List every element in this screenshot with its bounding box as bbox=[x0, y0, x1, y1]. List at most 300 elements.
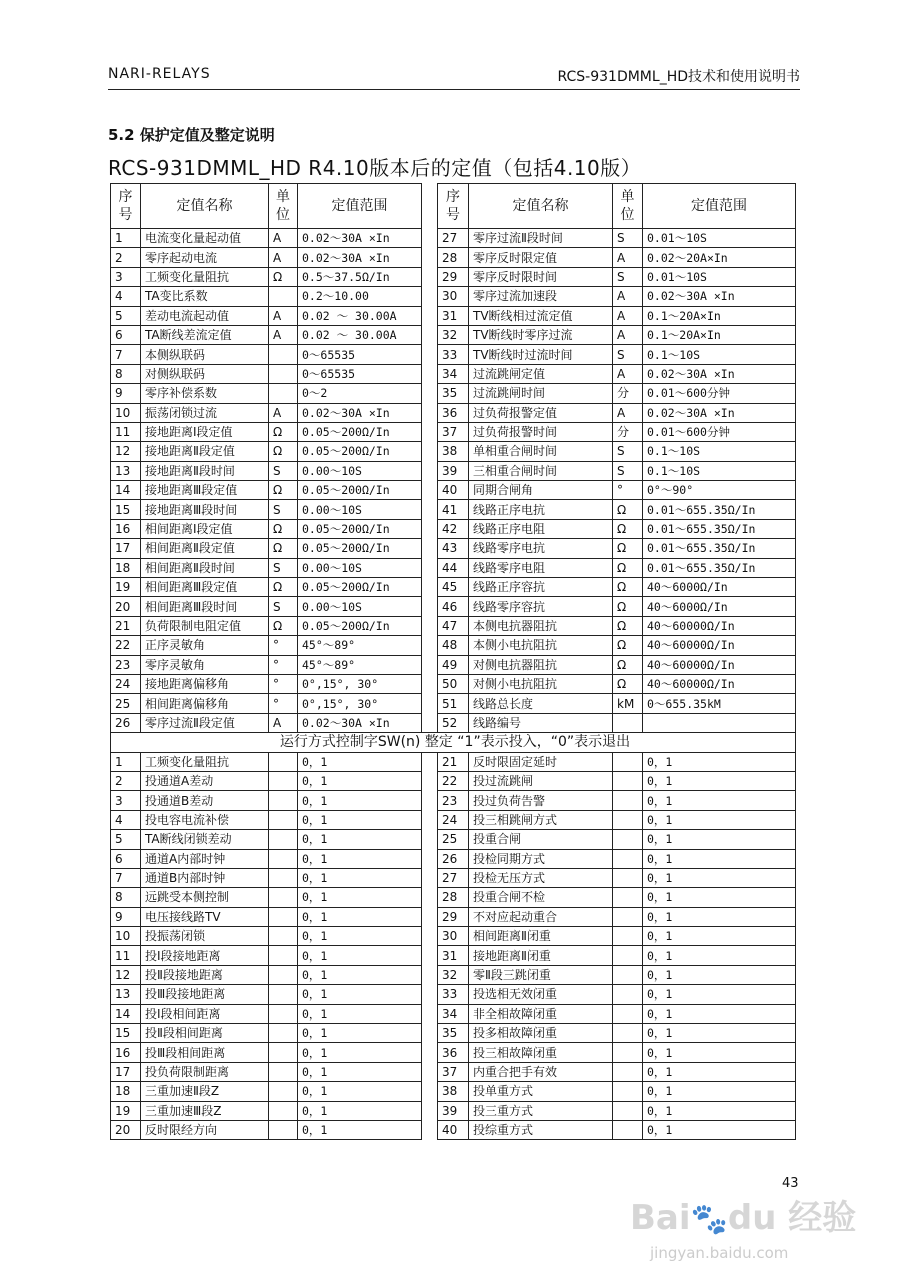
setting-range: 0～655.35kM bbox=[643, 694, 796, 713]
setting-name: 投多相故障闭重 bbox=[469, 1024, 613, 1043]
setting-range: 0，1 bbox=[643, 830, 796, 849]
table-row bbox=[111, 791, 796, 810]
column-gap bbox=[422, 849, 438, 868]
setting-name: 零序反时限时间 bbox=[469, 267, 613, 286]
column-gap bbox=[422, 481, 438, 500]
row-number: 15 bbox=[111, 1024, 141, 1043]
setting-unit bbox=[269, 810, 298, 829]
setting-name: 投检无压方式 bbox=[469, 868, 613, 887]
row-number: 30 bbox=[438, 927, 469, 946]
row-number: 12 bbox=[111, 442, 141, 461]
setting-unit bbox=[269, 752, 298, 771]
table-row bbox=[111, 287, 796, 306]
setting-name: 电流变化量起动值 bbox=[141, 229, 269, 248]
setting-range: 0，1 bbox=[298, 965, 422, 984]
setting-unit: 分 bbox=[613, 422, 643, 441]
row-number: 26 bbox=[111, 713, 141, 732]
table-row bbox=[111, 384, 796, 403]
setting-unit bbox=[269, 345, 298, 364]
setting-name: 接地距离Ⅲ段时间 bbox=[141, 500, 269, 519]
setting-range: 0.01～655.35Ω/In bbox=[643, 519, 796, 538]
row-number: 19 bbox=[111, 1101, 141, 1120]
setting-unit bbox=[613, 868, 643, 887]
table-row bbox=[111, 461, 796, 480]
setting-name: 投三相故障闭重 bbox=[469, 1043, 613, 1062]
row-number: 5 bbox=[111, 306, 141, 325]
setting-name: TA断线闭锁差动 bbox=[141, 830, 269, 849]
setting-name: 零序起动电流 bbox=[141, 248, 269, 267]
setting-unit: ° bbox=[269, 674, 298, 693]
setting-range: 40～6000Ω/In bbox=[643, 597, 796, 616]
setting-unit bbox=[613, 985, 643, 1004]
table-row bbox=[111, 248, 796, 267]
setting-unit bbox=[269, 985, 298, 1004]
setting-unit bbox=[613, 1024, 643, 1043]
setting-range: 0.02～30A ×In bbox=[298, 403, 422, 422]
column-gap bbox=[422, 403, 438, 422]
column-gap bbox=[422, 868, 438, 887]
row-number: 12 bbox=[111, 965, 141, 984]
column-gap bbox=[422, 636, 438, 655]
setting-name: 三重加速Ⅲ段Z bbox=[141, 1101, 269, 1120]
row-number: 13 bbox=[111, 461, 141, 480]
row-number: 14 bbox=[111, 1004, 141, 1023]
setting-range: 0，1 bbox=[298, 771, 422, 790]
row-number: 27 bbox=[438, 229, 469, 248]
setting-unit bbox=[613, 713, 643, 732]
setting-name: 电压接线路TV bbox=[141, 907, 269, 926]
column-gap bbox=[422, 1101, 438, 1120]
row-number: 38 bbox=[438, 442, 469, 461]
table-row bbox=[111, 985, 796, 1004]
setting-range: 0.01～655.35Ω/In bbox=[643, 500, 796, 519]
column-gap bbox=[422, 519, 438, 538]
row-number: 36 bbox=[438, 1043, 469, 1062]
setting-unit: Ω bbox=[613, 616, 643, 635]
column-gap bbox=[422, 267, 438, 286]
row-number: 16 bbox=[111, 519, 141, 538]
row-number: 26 bbox=[438, 849, 469, 868]
column-gap bbox=[422, 442, 438, 461]
setting-unit bbox=[613, 849, 643, 868]
setting-range: 0，1 bbox=[298, 1101, 422, 1120]
row-number: 33 bbox=[438, 985, 469, 1004]
setting-name: 线路正序容抗 bbox=[469, 578, 613, 597]
row-number: 30 bbox=[438, 287, 469, 306]
setting-range: 0，1 bbox=[298, 1062, 422, 1081]
setting-range: 0，1 bbox=[643, 1062, 796, 1081]
setting-unit bbox=[269, 849, 298, 868]
row-number: 4 bbox=[111, 287, 141, 306]
table-row bbox=[111, 1120, 796, 1139]
sw-section-header bbox=[111, 733, 796, 752]
row-number: 15 bbox=[111, 500, 141, 519]
column-gap bbox=[422, 965, 438, 984]
row-number: 9 bbox=[111, 907, 141, 926]
setting-name: 正序灵敏角 bbox=[141, 636, 269, 655]
setting-range: 0，1 bbox=[643, 868, 796, 887]
setting-unit: S bbox=[269, 597, 298, 616]
row-number: 37 bbox=[438, 422, 469, 441]
column-gap bbox=[422, 674, 438, 693]
table-row bbox=[111, 1004, 796, 1023]
row-number: 5 bbox=[111, 830, 141, 849]
row-number: 18 bbox=[111, 558, 141, 577]
column-gap bbox=[422, 752, 438, 771]
row-number: 16 bbox=[111, 1043, 141, 1062]
table-row bbox=[111, 1024, 796, 1043]
table-row bbox=[111, 558, 796, 577]
column-gap bbox=[422, 558, 438, 577]
setting-range: 40～60000Ω/In bbox=[643, 674, 796, 693]
row-number: 4 bbox=[111, 810, 141, 829]
setting-name: 线路总长度 bbox=[469, 694, 613, 713]
setting-range: 0.01～10S bbox=[643, 267, 796, 286]
setting-range: 0.02～20A×In bbox=[643, 248, 796, 267]
setting-range: 0，1 bbox=[298, 868, 422, 887]
setting-name: 投电容电流补偿 bbox=[141, 810, 269, 829]
page-number: 43 bbox=[782, 1176, 799, 1191]
column-gap bbox=[422, 248, 438, 267]
table-row bbox=[111, 306, 796, 325]
setting-name: 线路零序电阻 bbox=[469, 558, 613, 577]
column-header: 定值名称 bbox=[141, 184, 269, 229]
setting-unit: S bbox=[613, 461, 643, 480]
column-gap bbox=[422, 306, 438, 325]
setting-unit bbox=[269, 1024, 298, 1043]
setting-name: 投振荡闭锁 bbox=[141, 927, 269, 946]
setting-range: 0.02～30A ×In bbox=[643, 403, 796, 422]
column-gap bbox=[422, 616, 438, 635]
setting-unit: S bbox=[613, 345, 643, 364]
setting-range: 0.05～200Ω/In bbox=[298, 578, 422, 597]
setting-unit: kM bbox=[613, 694, 643, 713]
setting-name: 通道B内部时钟 bbox=[141, 868, 269, 887]
setting-name: 零序补偿系数 bbox=[141, 384, 269, 403]
setting-name: 相间距离Ⅰ段定值 bbox=[141, 519, 269, 538]
setting-range: 0，1 bbox=[643, 985, 796, 1004]
row-number: 49 bbox=[438, 655, 469, 674]
setting-range: 0.05～200Ω/In bbox=[298, 481, 422, 500]
setting-name: TV断线相过流定值 bbox=[469, 306, 613, 325]
row-number: 32 bbox=[438, 965, 469, 984]
setting-unit bbox=[613, 1043, 643, 1062]
row-number: 24 bbox=[111, 674, 141, 693]
setting-unit: Ω bbox=[269, 578, 298, 597]
column-gap bbox=[422, 597, 438, 616]
setting-name: 接地距离Ⅱ闭重 bbox=[469, 946, 613, 965]
table-row bbox=[111, 267, 796, 286]
setting-range: 0，1 bbox=[643, 849, 796, 868]
row-number: 23 bbox=[111, 655, 141, 674]
column-gap bbox=[422, 364, 438, 383]
table-row bbox=[111, 927, 796, 946]
setting-range: 0，1 bbox=[298, 1120, 422, 1139]
setting-unit: A bbox=[613, 306, 643, 325]
setting-range: 0.02～30A ×In bbox=[643, 287, 796, 306]
column-gap bbox=[422, 539, 438, 558]
setting-range: 40～6000Ω/In bbox=[643, 578, 796, 597]
setting-unit: A bbox=[269, 306, 298, 325]
setting-name: 相间距离Ⅱ段时间 bbox=[141, 558, 269, 577]
table-row bbox=[111, 694, 796, 713]
setting-range: 0.01～600分钟 bbox=[643, 384, 796, 403]
setting-unit: ° bbox=[269, 655, 298, 674]
setting-name: 内重合把手有效 bbox=[469, 1062, 613, 1081]
setting-range: 0，1 bbox=[643, 1082, 796, 1101]
setting-range: 0，1 bbox=[643, 907, 796, 926]
setting-range: 0.02 ～ 30.00A bbox=[298, 325, 422, 344]
setting-unit: Ω bbox=[269, 519, 298, 538]
setting-unit: Ω bbox=[613, 558, 643, 577]
setting-unit bbox=[613, 830, 643, 849]
setting-unit bbox=[613, 965, 643, 984]
setting-range: 0，1 bbox=[298, 1004, 422, 1023]
setting-unit: ° bbox=[269, 636, 298, 655]
row-number: 45 bbox=[438, 578, 469, 597]
table-row bbox=[111, 519, 796, 538]
setting-range: 0°,15°, 30° bbox=[298, 694, 422, 713]
row-number: 8 bbox=[111, 888, 141, 907]
setting-name: 振荡闭锁过流 bbox=[141, 403, 269, 422]
setting-name: 工频变化量阻抗 bbox=[141, 267, 269, 286]
row-number: 40 bbox=[438, 481, 469, 500]
table-row bbox=[111, 888, 796, 907]
setting-range: 0，1 bbox=[643, 1101, 796, 1120]
setting-unit: Ω bbox=[613, 655, 643, 674]
setting-range: 0，1 bbox=[298, 907, 422, 926]
setting-range: 0，1 bbox=[643, 810, 796, 829]
setting-unit bbox=[613, 810, 643, 829]
setting-range: 0，1 bbox=[298, 1043, 422, 1062]
row-number: 18 bbox=[111, 1082, 141, 1101]
column-gap bbox=[422, 1062, 438, 1081]
row-number: 34 bbox=[438, 364, 469, 383]
setting-name: 投三重方式 bbox=[469, 1101, 613, 1120]
setting-range: 45°～89° bbox=[298, 636, 422, 655]
column-gap bbox=[422, 325, 438, 344]
table-row bbox=[111, 810, 796, 829]
setting-name: 投Ⅲ段相间距离 bbox=[141, 1043, 269, 1062]
setting-range: 0.02 ～ 30.00A bbox=[298, 306, 422, 325]
setting-range: 0°～90° bbox=[643, 481, 796, 500]
setting-name: 非全相故障闭重 bbox=[469, 1004, 613, 1023]
setting-range: 0.5～37.5Ω/In bbox=[298, 267, 422, 286]
setting-range: 0.01～655.35Ω/In bbox=[643, 558, 796, 577]
column-header: 定值范围 bbox=[643, 184, 796, 229]
setting-range: 0，1 bbox=[298, 888, 422, 907]
setting-range: 0.05～200Ω/In bbox=[298, 616, 422, 635]
setting-unit: S bbox=[613, 267, 643, 286]
setting-name: 接地距离Ⅰ段定值 bbox=[141, 422, 269, 441]
setting-name: 投Ⅱ段接地距离 bbox=[141, 965, 269, 984]
setting-range: 0，1 bbox=[298, 791, 422, 810]
setting-unit bbox=[269, 830, 298, 849]
row-number: 22 bbox=[438, 771, 469, 790]
setting-range: 0，1 bbox=[298, 849, 422, 868]
table-row bbox=[111, 422, 796, 441]
setting-name: 零序过流Ⅱ段时间 bbox=[469, 229, 613, 248]
row-number: 21 bbox=[111, 616, 141, 635]
column-gap bbox=[422, 384, 438, 403]
table-row bbox=[111, 907, 796, 926]
setting-unit: A bbox=[613, 364, 643, 383]
setting-name: 对侧纵联码 bbox=[141, 364, 269, 383]
column-header: 序号 bbox=[111, 184, 141, 229]
setting-unit: A bbox=[613, 325, 643, 344]
setting-name: 投Ⅱ段相间距离 bbox=[141, 1024, 269, 1043]
column-gap bbox=[422, 830, 438, 849]
setting-name: 通道A内部时钟 bbox=[141, 849, 269, 868]
row-number: 13 bbox=[111, 985, 141, 1004]
header-company: NARI-RELAYS bbox=[108, 66, 211, 82]
setting-range: 0.02～30A ×In bbox=[298, 248, 422, 267]
table-row bbox=[111, 229, 796, 248]
row-number: 31 bbox=[438, 306, 469, 325]
setting-name: 线路零序容抗 bbox=[469, 597, 613, 616]
setting-name: 对侧电抗器阻抗 bbox=[469, 655, 613, 674]
setting-range: 0.00～10S bbox=[298, 558, 422, 577]
setting-unit: Ω bbox=[613, 578, 643, 597]
setting-unit: Ω bbox=[269, 422, 298, 441]
setting-name: 零序过流加速段 bbox=[469, 287, 613, 306]
row-number: 14 bbox=[111, 481, 141, 500]
table-row bbox=[111, 752, 796, 771]
row-number: 19 bbox=[111, 578, 141, 597]
row-number: 21 bbox=[438, 752, 469, 771]
setting-unit bbox=[269, 907, 298, 926]
setting-name: 投过负荷告警 bbox=[469, 791, 613, 810]
setting-name: 投通道A差动 bbox=[141, 771, 269, 790]
setting-unit: A bbox=[613, 248, 643, 267]
setting-unit: S bbox=[269, 558, 298, 577]
setting-unit bbox=[613, 752, 643, 771]
setting-name: 线路编号 bbox=[469, 713, 613, 732]
setting-name: 三相重合闸时间 bbox=[469, 461, 613, 480]
setting-name: 投过流跳闸 bbox=[469, 771, 613, 790]
setting-range: 40～60000Ω/In bbox=[643, 616, 796, 635]
row-number: 17 bbox=[111, 539, 141, 558]
setting-unit bbox=[269, 384, 298, 403]
setting-unit bbox=[269, 1082, 298, 1101]
column-gap bbox=[422, 1043, 438, 1062]
setting-name: 投负荷限制距离 bbox=[141, 1062, 269, 1081]
setting-unit bbox=[269, 927, 298, 946]
setting-name: 投选相无效闭重 bbox=[469, 985, 613, 1004]
setting-unit: Ω bbox=[613, 597, 643, 616]
setting-name: 相间距离Ⅱ段定值 bbox=[141, 539, 269, 558]
column-gap bbox=[422, 655, 438, 674]
setting-unit: A bbox=[269, 403, 298, 422]
setting-unit bbox=[269, 946, 298, 965]
row-number: 35 bbox=[438, 1024, 469, 1043]
setting-unit: S bbox=[613, 229, 643, 248]
setting-name: 相间距离Ⅲ段时间 bbox=[141, 597, 269, 616]
setting-range: 0，1 bbox=[643, 791, 796, 810]
setting-name: 投重合闸 bbox=[469, 830, 613, 849]
setting-unit: 分 bbox=[613, 384, 643, 403]
setting-unit: Ω bbox=[613, 539, 643, 558]
setting-unit bbox=[269, 364, 298, 383]
setting-range: 0°,15°, 30° bbox=[298, 674, 422, 693]
setting-unit bbox=[613, 771, 643, 790]
setting-name: 差动电流起动值 bbox=[141, 306, 269, 325]
setting-range: 0，1 bbox=[298, 830, 422, 849]
setting-range: 0，1 bbox=[643, 1043, 796, 1062]
row-number: 8 bbox=[111, 364, 141, 383]
setting-name: 本侧电抗器阻抗 bbox=[469, 616, 613, 635]
column-gap bbox=[422, 184, 438, 229]
column-header: 定值名称 bbox=[469, 184, 613, 229]
row-number: 6 bbox=[111, 325, 141, 344]
setting-unit bbox=[269, 965, 298, 984]
setting-name: 投单重方式 bbox=[469, 1082, 613, 1101]
row-number: 29 bbox=[438, 907, 469, 926]
sw-header-text: 运行方式控制字SW(n) 整定 “1”表示投入，“0”表示退出 bbox=[111, 733, 796, 752]
setting-range: 0.05～200Ω/In bbox=[298, 442, 422, 461]
table-row bbox=[111, 655, 796, 674]
setting-unit bbox=[269, 1101, 298, 1120]
settings-table bbox=[110, 183, 796, 1140]
setting-range: 0.05～200Ω/In bbox=[298, 539, 422, 558]
table-row bbox=[111, 616, 796, 635]
setting-range: 0.02～30A ×In bbox=[298, 713, 422, 732]
row-number: 24 bbox=[438, 810, 469, 829]
column-gap bbox=[422, 771, 438, 790]
table-row bbox=[111, 1101, 796, 1120]
column-gap bbox=[422, 422, 438, 441]
setting-name: 投综重方式 bbox=[469, 1120, 613, 1139]
setting-unit: Ω bbox=[613, 519, 643, 538]
row-number: 7 bbox=[111, 868, 141, 887]
setting-range: 0.00～10S bbox=[298, 597, 422, 616]
column-gap bbox=[422, 927, 438, 946]
setting-range: 0，1 bbox=[298, 946, 422, 965]
column-gap bbox=[422, 461, 438, 480]
row-number: 33 bbox=[438, 345, 469, 364]
setting-unit bbox=[269, 771, 298, 790]
setting-name: 反时限经方向 bbox=[141, 1120, 269, 1139]
setting-unit: A bbox=[269, 229, 298, 248]
setting-range: 0，1 bbox=[643, 888, 796, 907]
setting-range: 0.02～30A ×In bbox=[298, 229, 422, 248]
table-row bbox=[111, 597, 796, 616]
row-number: 2 bbox=[111, 771, 141, 790]
setting-unit: Ω bbox=[613, 636, 643, 655]
setting-range: 0，1 bbox=[298, 927, 422, 946]
table-row bbox=[111, 946, 796, 965]
row-number: 11 bbox=[111, 422, 141, 441]
setting-name: 接地距离Ⅱ段时间 bbox=[141, 461, 269, 480]
setting-range: 0，1 bbox=[298, 985, 422, 1004]
setting-unit bbox=[269, 1062, 298, 1081]
row-number: 41 bbox=[438, 500, 469, 519]
row-number: 50 bbox=[438, 674, 469, 693]
column-gap bbox=[422, 229, 438, 248]
row-number: 36 bbox=[438, 403, 469, 422]
setting-unit: A bbox=[269, 248, 298, 267]
setting-unit bbox=[613, 1120, 643, 1139]
setting-range: 0.1～10S bbox=[643, 461, 796, 480]
table-row bbox=[111, 325, 796, 344]
setting-range: 0，1 bbox=[643, 752, 796, 771]
table-row bbox=[111, 868, 796, 887]
row-number: 10 bbox=[111, 927, 141, 946]
row-number: 10 bbox=[111, 403, 141, 422]
setting-range: 0.1～10S bbox=[643, 442, 796, 461]
setting-name: 投通道B差动 bbox=[141, 791, 269, 810]
setting-name: 零序灵敏角 bbox=[141, 655, 269, 674]
